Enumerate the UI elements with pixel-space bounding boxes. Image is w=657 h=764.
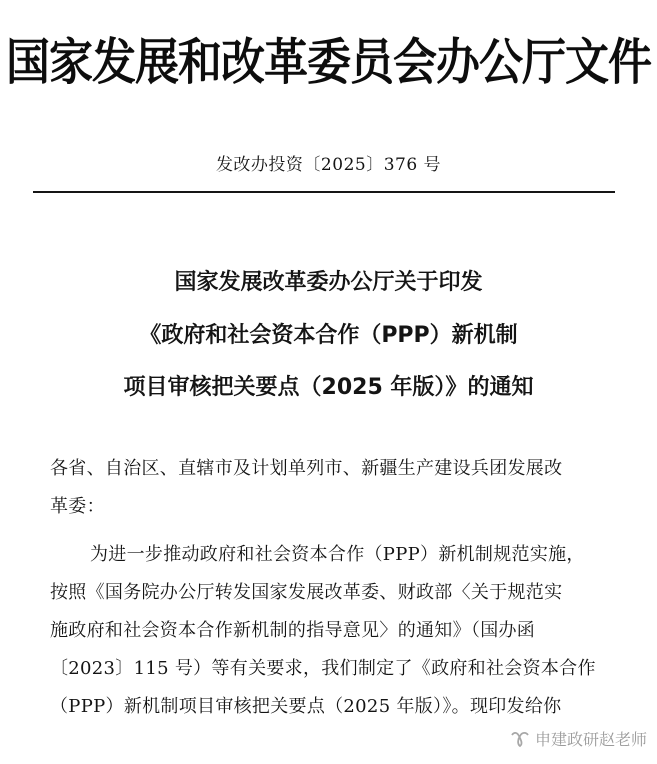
watermark bbox=[509, 727, 647, 750]
notice-title-line-3: 项目审核把关要点（2025 年版）》的通知 bbox=[123, 375, 534, 400]
body-line-6: 〔2023〕115 号）等有关要求，我们制定了《政府和社会资本合作 bbox=[50, 658, 596, 679]
body-line-1: 各省、自治区、直辖市及计划单列市、新疆生产建设兵团发展改 bbox=[50, 458, 563, 479]
document-number: 发改办投资〔2025〕376 号 bbox=[215, 155, 442, 175]
body-line-5: 施政府和社会资本合作新机制的指导意见〉的通知》（国办函 bbox=[50, 620, 536, 641]
body-line-4: 按照《国务院办公厅转发国家发展改革委、财政部〈关于规范实 bbox=[50, 582, 563, 603]
wechat-channel-icon bbox=[509, 730, 531, 748]
watermark-text: 申建政研赵老师 bbox=[534, 730, 647, 749]
document-masthead: 国家发展和改革委员会办公厅文件 bbox=[6, 34, 651, 92]
notice-title-line-2: 《政府和社会资本合作（PPP）新机制 bbox=[139, 323, 518, 348]
notice-title-line-1: 国家发展改革委办公厅关于印发 bbox=[174, 270, 483, 295]
body-line-7: （PPP）新机制项目审核把关要点（2025 年版）》。现印发给你 bbox=[50, 696, 562, 717]
body-line-3: 为进一步推动政府和社会资本合作（PPP）新机制规范实施， bbox=[90, 544, 585, 565]
body-line-2: 革委： bbox=[50, 496, 105, 517]
separator-rule bbox=[33, 191, 615, 193]
